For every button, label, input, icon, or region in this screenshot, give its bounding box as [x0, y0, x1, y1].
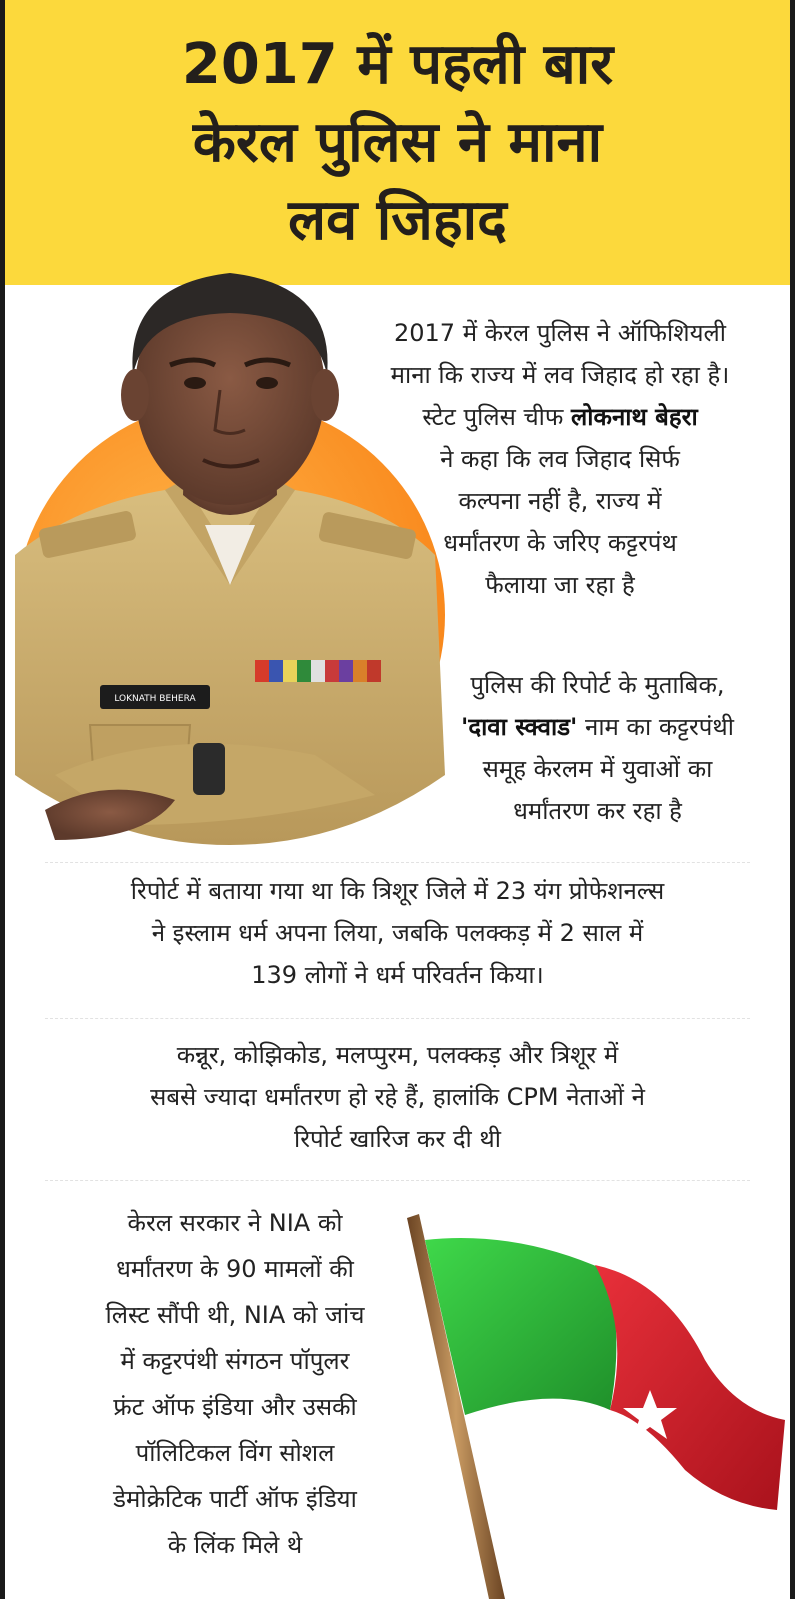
para5-line: फ्रंट ऑफ इंडिया और उसकी [113, 1393, 357, 1421]
name-tag-text: LOKNATH BEHERA [114, 694, 196, 704]
party-flag-icon [405, 1210, 790, 1599]
para4-line: कन्नूर, कोझिकोड, मलप्पुरम, पलक्कड़ और त्रिशूर में [176, 1041, 619, 1069]
para3-line: ने इस्लाम धर्म अपना लिया, जबकि पलक्कड़ में 2 साल में [151, 919, 644, 947]
para5-line: धर्मांतरण के 90 मामलों की [116, 1255, 354, 1283]
para2-line: पुलिस की रिपोर्ट के मुताबिक, [470, 671, 725, 699]
para5-line: पॉलिटिकल विंग सोशल [135, 1439, 335, 1467]
para5-line: के लिंक मिले थे [167, 1531, 303, 1559]
paragraph-behera-statement [335, 312, 785, 606]
section-divider [45, 862, 750, 863]
para1-line: ने कहा कि लव जिहाद सिर्फ [440, 445, 680, 473]
para1-line: माना कि राज्य में लव जिहाद हो रहा है। [390, 361, 730, 389]
para1-line: कल्पना नहीं है, राज्य में [458, 487, 662, 515]
para5-line: लिस्ट सौंपी थी, NIA को जांच [105, 1301, 365, 1329]
para4-line: रिपोर्ट खारिज कर दी थी [294, 1125, 501, 1153]
medal-ribbons [255, 660, 381, 682]
para5-line: डेमोक्रेटिक पार्टी ऑफ इंडिया [113, 1485, 357, 1513]
para1-line: 2017 में केरल पुलिस ने ऑफिशियली [394, 319, 726, 347]
para2-line: धर्मांतरण कर रहा है [513, 797, 682, 825]
para1-line3-prefix: स्टेट पुलिस चीफ [422, 403, 572, 431]
officer-name: लोकनाथ बेहरा [571, 403, 698, 431]
headline-line-1: 2017 में पहली बार [181, 31, 614, 97]
headline-line-3: लव जिहाद [288, 187, 507, 253]
infographic-page [5, 0, 790, 1599]
paragraph-conversion-stats [25, 870, 770, 996]
para1-line [335, 396, 785, 438]
paragraph-nia-probe [35, 1200, 435, 1568]
para4-line: सबसे ज्यादा धर्मांतरण हो रहे हैं, हालांकि CPM नेताओं ने [150, 1083, 645, 1111]
headline-banner [5, 0, 790, 285]
para5-line: में कट्टरपंथी संगठन पॉपुलर [120, 1347, 350, 1375]
paragraph-dawa-squad [405, 664, 790, 832]
dawa-squad-name: 'दावा स्क्वाड' [461, 713, 578, 741]
para2-line [405, 706, 790, 748]
para2-line2-rest: नाम का कट्टरपंथी [577, 713, 734, 741]
para1-line: फैलाया जा रहा है [485, 571, 635, 599]
para3-line: 139 लोगों ने धर्म परिवर्तन किया। [251, 961, 544, 989]
headline-line-2: केरल पुलिस ने माना [192, 109, 603, 175]
para1-line: धर्मांतरण के जरिए कट्टरपंथ [443, 529, 677, 557]
para2-line: समूह केरलम में युवाओं का [482, 755, 713, 783]
para3-line: रिपोर्ट में बताया गया था कि त्रिशूर जिले में 23 यंग प्रोफेशनल्स [130, 877, 665, 905]
section-divider [45, 1180, 750, 1181]
section-divider [45, 1018, 750, 1019]
paragraph-districts [25, 1034, 770, 1160]
para5-line: केरल सरकार ने NIA को [127, 1209, 343, 1237]
